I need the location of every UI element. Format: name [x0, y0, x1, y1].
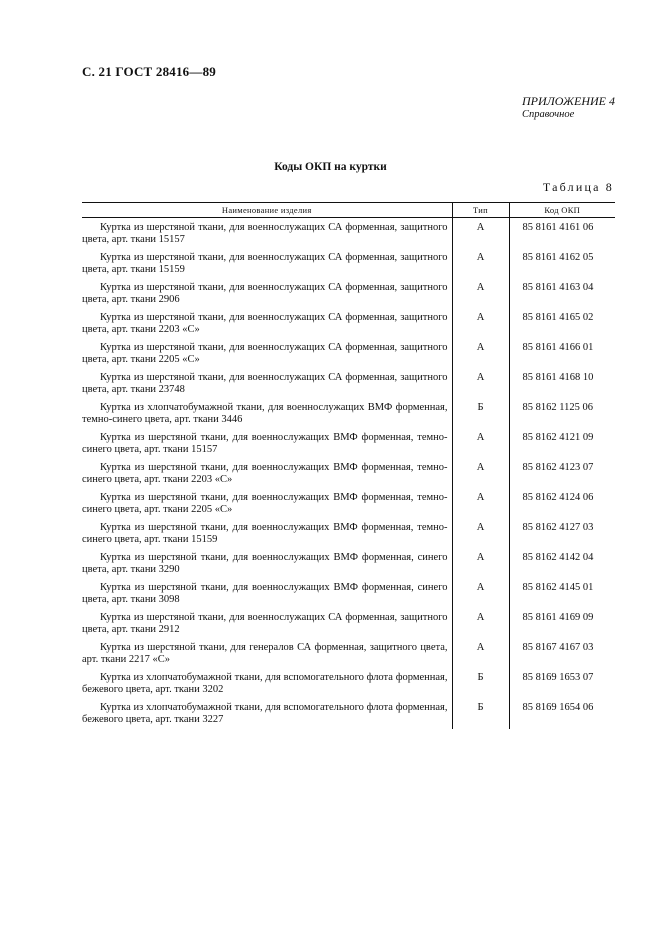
cell-type: А — [452, 639, 509, 669]
table-row — [82, 369, 615, 399]
cell-name: Куртка из шерстяной ткани, для военнослужащих СА форменная, защитного цвета, арт. ткани 15157 — [82, 222, 448, 245]
header-type: Тип — [452, 203, 509, 218]
cell-type: А — [452, 218, 509, 250]
table-row — [82, 669, 615, 699]
cell-code: 85 8162 4145 01 — [509, 579, 615, 609]
cell-name: Куртка из шерстяной ткани, для генералов СА форменная, защитного цвета, арт. ткани 2217 «С» — [82, 642, 448, 665]
cell-type: Б — [452, 669, 509, 699]
cell-type: А — [452, 609, 509, 639]
cell-code: 85 8161 4165 02 — [509, 309, 615, 339]
table-row — [82, 279, 615, 309]
table-label: Таблица 8 — [542, 180, 614, 194]
cell-code: 85 8161 4162 05 — [509, 249, 615, 279]
table-row — [82, 218, 615, 250]
table-row — [82, 339, 615, 369]
header-code: Код ОКП — [509, 203, 615, 218]
table-row — [82, 699, 615, 729]
table-row — [82, 429, 615, 459]
appendix-subtitle: Справочное — [522, 109, 575, 120]
document-title: Коды ОКП на куртки — [274, 161, 387, 173]
cell-type: Б — [452, 399, 509, 429]
cell-code: 85 8169 1654 06 — [509, 699, 615, 729]
cell-code: 85 8162 4123 07 — [509, 459, 615, 489]
cell-name: Куртка из шерстяной ткани, для военнослужащих ВМФ форменная, темно-синего цвета, арт. ткани 2203 «С» — [82, 462, 448, 485]
cell-name: Куртка из шерстяной ткани, для военнослужащих ВМФ форменная, темно-синего цвета, арт. ткани 15159 — [82, 522, 448, 545]
cell-code: 85 8161 4161 06 — [509, 218, 615, 250]
cell-name: Куртка из шерстяной ткани, для военнослужащих ВМФ форменная, синего цвета, арт. ткани 3098 — [82, 582, 448, 605]
cell-name: Куртка из шерстяной ткани, для военнослужащих СА форменная, защитного цвета, арт. ткани 2912 — [82, 612, 448, 635]
cell-type: Б — [452, 699, 509, 729]
table-row — [82, 549, 615, 579]
cell-name: Куртка из шерстяной ткани, для военнослужащих СА форменная, защитного цвета, арт. ткани 23748 — [82, 372, 448, 395]
cell-type: А — [452, 519, 509, 549]
cell-type: А — [452, 579, 509, 609]
cell-code: 85 8162 4121 09 — [509, 429, 615, 459]
cell-code: 85 8161 4163 04 — [509, 279, 615, 309]
cell-name: Куртка из шерстяной ткани, для военнослужащих СА форменная, защитного цвета, арт. ткани 15159 — [82, 252, 448, 275]
cell-name: Куртка из шерстяной ткани, для военнослужащих ВМФ форменная, синего цвета, арт. ткани 3290 — [82, 552, 448, 575]
cell-code: 85 8162 1125 06 — [509, 399, 615, 429]
cell-name: Куртка из хлопчатобумажной ткани, для вспомогательного флота форменная, бежевого цвета, арт. ткани 3227 — [82, 702, 448, 725]
cell-type: А — [452, 489, 509, 519]
cell-type: А — [452, 339, 509, 369]
cell-code: 85 8162 4142 04 — [509, 549, 615, 579]
table-row — [82, 399, 615, 429]
cell-name: Куртка из шерстяной ткани, для военнослужащих СА форменная, защитного цвета, арт. ткани 2203 «С» — [82, 312, 448, 335]
cell-code: 85 8161 4169 09 — [509, 609, 615, 639]
cell-name: Куртка из шерстяной ткани, для военнослужащих СА форменная, защитного цвета, арт. ткани 2205 «С» — [82, 342, 448, 365]
cell-name: Куртка из шерстяной ткани, для военнослужащих ВМФ форменная, темно-синего цвета, арт. ткани 2205 «С» — [82, 492, 448, 515]
table-row — [82, 609, 615, 639]
cell-name: Куртка из шерстяной ткани, для военнослужащих ВМФ форменная, темно-синего цвета, арт. ткани 15157 — [82, 432, 448, 455]
cell-code: 85 8161 4166 01 — [509, 339, 615, 369]
okp-codes-table — [82, 202, 615, 729]
table-row — [82, 309, 615, 339]
header-name: Наименование изделия — [82, 203, 452, 218]
cell-code: 85 8161 4168 10 — [509, 369, 615, 399]
cell-code: 85 8167 4167 03 — [509, 639, 615, 669]
cell-type: А — [452, 309, 509, 339]
table-row — [82, 249, 615, 279]
table-row — [82, 579, 615, 609]
table-row — [82, 519, 615, 549]
cell-type: А — [452, 429, 509, 459]
cell-code: 85 8162 4124 06 — [509, 489, 615, 519]
cell-type: А — [452, 549, 509, 579]
table-row — [82, 639, 615, 669]
table-row — [82, 489, 615, 519]
cell-name: Куртка из хлопчатобумажной ткани, для военнослужащих ВМФ форменная, темно-синего цвета, арт. ткани 3446 — [82, 402, 448, 425]
cell-code: 85 8162 4127 03 — [509, 519, 615, 549]
cell-type: А — [452, 459, 509, 489]
table-header-row — [82, 203, 615, 218]
appendix-block — [522, 94, 615, 122]
cell-name: Куртка из шерстяной ткани, для военнослужащих СА форменная, защитного цвета, арт. ткани 2906 — [82, 282, 448, 305]
page-header: С. 21 ГОСТ 28416—89 — [82, 64, 216, 79]
table-row — [82, 459, 615, 489]
cell-type: А — [452, 279, 509, 309]
cell-name: Куртка из хлопчатобумажной ткани, для вспомогательного флота форменная, бежевого цвета, арт. ткани 3202 — [82, 672, 448, 695]
appendix-title: ПРИЛОЖЕНИЕ 4 — [522, 94, 615, 108]
cell-type: А — [452, 249, 509, 279]
cell-type: А — [452, 369, 509, 399]
cell-code: 85 8169 1653 07 — [509, 669, 615, 699]
